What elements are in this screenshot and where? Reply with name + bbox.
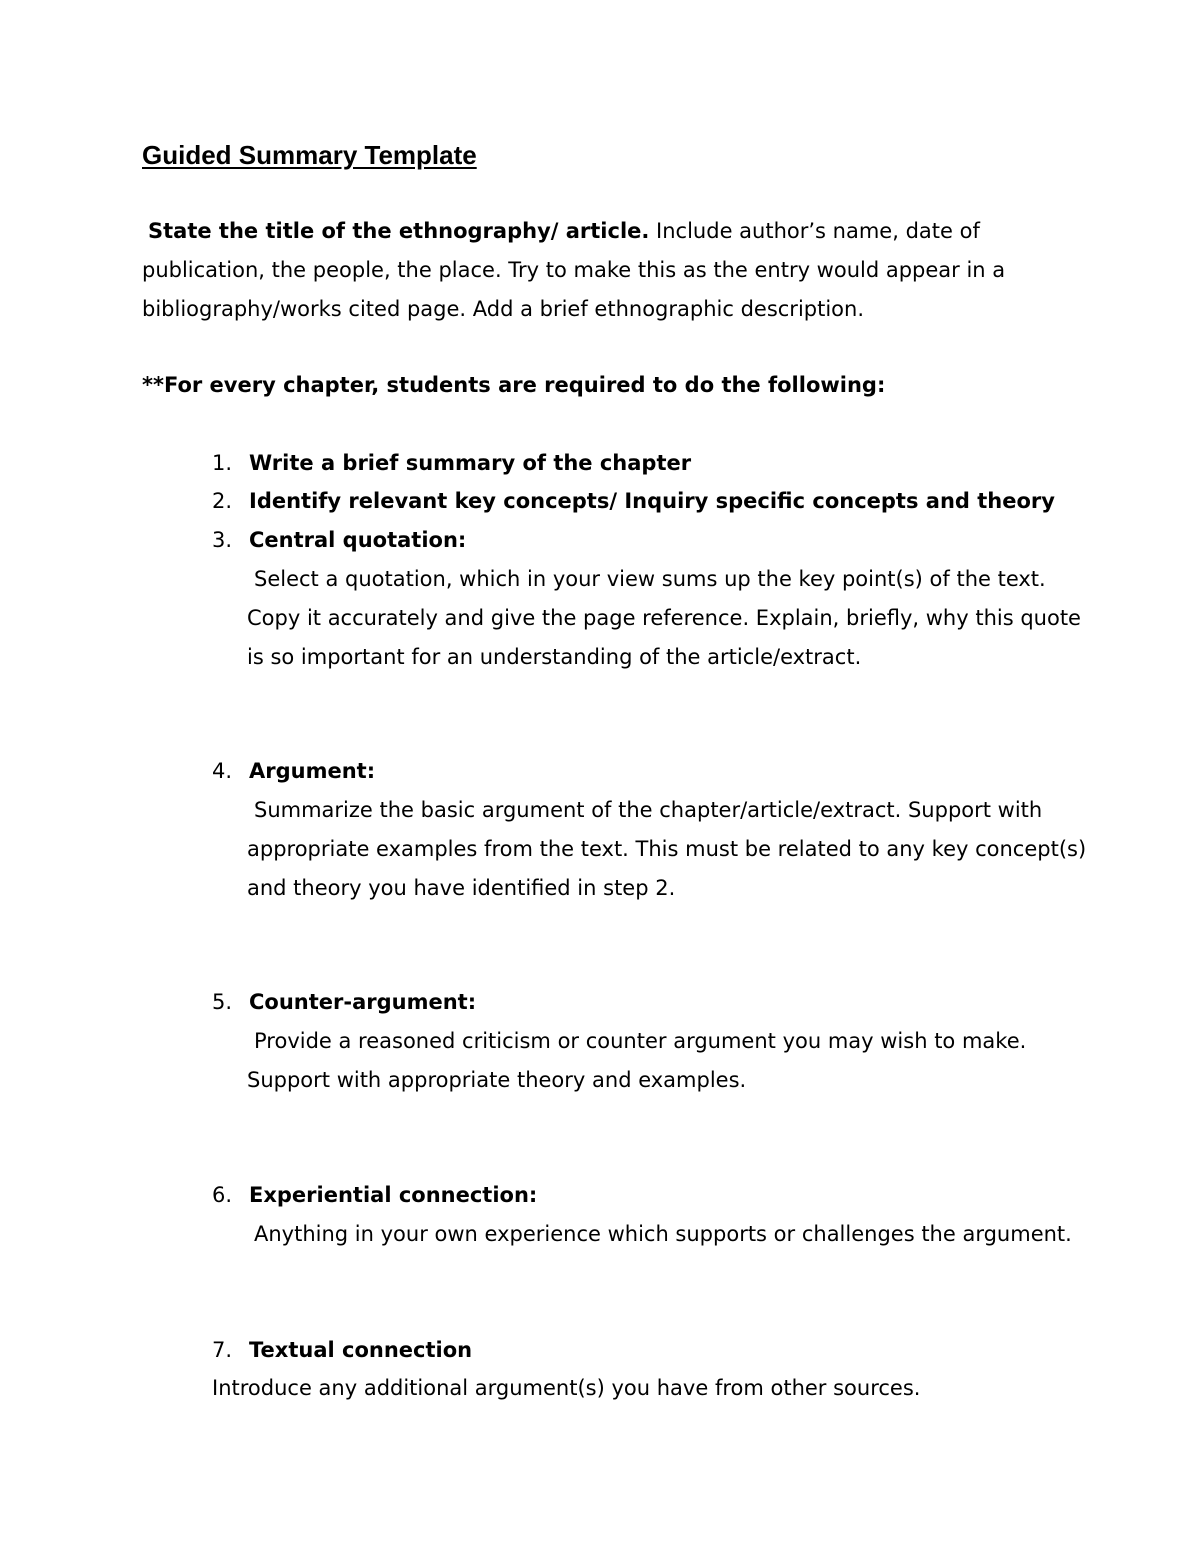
list-item-2 bbox=[212, 482, 1092, 521]
list-item-description bbox=[247, 1022, 1087, 1100]
intro-rest: Include author’s name, date of publication, the people, the place. Try to make this as the entry would appear in a bibliography/works cited page. Add a brief ethnographic description. bbox=[142, 219, 1006, 321]
list-item-1 bbox=[212, 444, 1092, 483]
list-item-description bbox=[247, 560, 1087, 677]
list-item-description-text: Anything in your own experience which supports or challenges the argument. bbox=[254, 1222, 1072, 1246]
requirement-statement: **For every chapter, students are required to do the following: bbox=[142, 373, 886, 397]
intro-paragraph bbox=[142, 212, 1072, 329]
list-item-7 bbox=[212, 1331, 1092, 1370]
list-item-description-text: Summarize the basic argument of the chapter/article/extract. Support with appropriate examples from the text. This must be related to any key concept(s) and theory you have identified in step 2. bbox=[247, 798, 1087, 900]
list-item-heading: Experiential connection: bbox=[249, 1183, 538, 1207]
list-item-heading: Counter-argument: bbox=[249, 990, 477, 1014]
list-item-number: 7. bbox=[212, 1338, 233, 1362]
list-item-6 bbox=[212, 1176, 1092, 1254]
list-item-heading: Central quotation: bbox=[249, 528, 467, 552]
list-item-number: 6. bbox=[212, 1183, 233, 1207]
list-item-5 bbox=[212, 983, 1092, 1100]
list-item-number: 2. bbox=[212, 489, 233, 513]
list-item-description-text: Provide a reasoned criticism or counter argument you may wish to make. Support with appropriate theory and examples. bbox=[247, 1029, 1027, 1092]
list-item-4 bbox=[212, 752, 1092, 908]
intro-lead: State the title of the ethnography/ article. bbox=[148, 219, 650, 243]
list-item-heading: Write a brief summary of the chapter bbox=[249, 451, 692, 475]
trailing-instruction: Introduce any additional argument(s) you have from other sources. bbox=[212, 1376, 921, 1400]
list-item-number: 3. bbox=[212, 528, 233, 552]
list-item-number: 1. bbox=[212, 451, 233, 475]
list-item-heading: Identify relevant key concepts/ Inquiry specific concepts and theory bbox=[249, 489, 1055, 513]
list-item-heading: Textual connection bbox=[249, 1338, 473, 1362]
list-item-3 bbox=[212, 521, 1092, 677]
document-title: Guided Summary Template bbox=[142, 140, 477, 170]
list-item-description bbox=[247, 1215, 1087, 1254]
list-item-heading: Argument: bbox=[249, 759, 376, 783]
list-item-description-text: Select a quotation, which in your view sums up the key point(s) of the text. Copy it accurately and give the page reference. Explain, briefly, why this quote is so important for an understanding of the article/extract. bbox=[247, 567, 1081, 669]
list-item-number: 5. bbox=[212, 990, 233, 1014]
list-item-description bbox=[247, 791, 1087, 908]
list-item-number: 4. bbox=[212, 759, 233, 783]
